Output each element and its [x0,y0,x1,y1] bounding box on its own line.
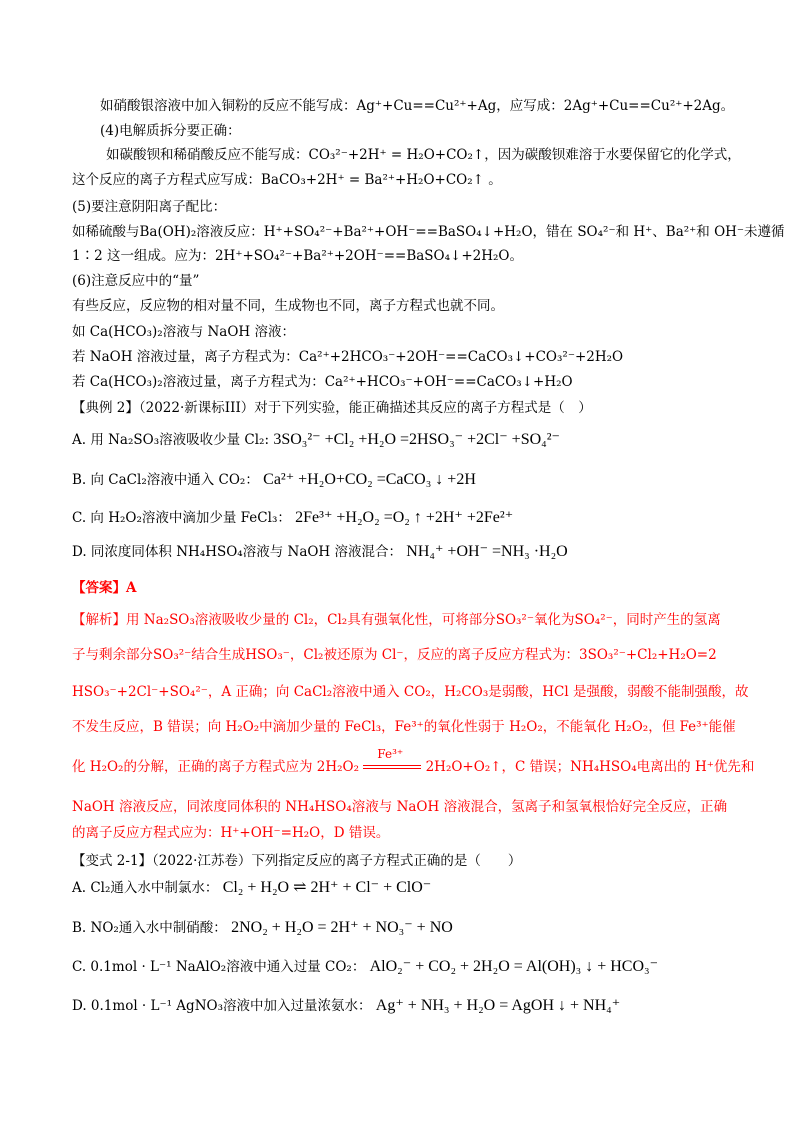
option-d [72,542,732,562]
option-equation: AlO₂⁻ + CO₂ + 2H₂O = Al(OH)₃ ↓ + HCO₃⁻ [369,958,659,975]
variant-option-c [72,957,732,977]
text-line: 这个反应的离子方程式应写成：BaCO₃+2H⁺ = Ba²⁺+H₂O+CO₂↑ 。 [72,172,502,188]
text-line: 1∶2 这一组成。应为：2H⁺+SO₄²⁻+Ba²⁺+2OH⁻==BaSO₄↓+2H₂O。 [72,248,524,264]
catalyst-arrow [363,746,421,778]
option-equation: 2Fe³⁺ +H₂O₂ =O₂ ↑ +2H⁺ +2Fe²⁺ [295,509,514,526]
analysis-line-catalyst [72,746,755,778]
section-heading: (4)电解质拆分要正确： [100,123,241,139]
option-c [72,508,732,528]
analysis-line: NaOH 溶液反应，同浓度同体积的 NH₄HSO₄溶液与 NaOH 溶液混合，氢离子和氢氧根恰好完全反应，正确 [72,799,728,815]
analysis-line: 的离子反应方程式应为：H⁺+OH⁻=H₂O，D 错误。 [72,825,390,841]
option-equation: Ca²⁺ +H₂O+CO₂ =CaCO₃ ↓ +2H [263,471,476,488]
text-line: 若 Ca(HCO₃)₂溶液过量，离子方程式为：Ca²⁺+HCO₃⁻+OH⁻==CaCO₃↓+H₂O [72,374,573,390]
text-line: 有些反应，反应物的相对量不同，生成物也不同，离子方程式也就不同。 [72,298,504,314]
section-heading: (6)注意反应中的“量” [72,273,200,289]
analysis-line: 子与剩余部分SO₃²⁻结合生成HSO₃⁻，Cl₂被还原为 Cl⁻，反应的离子反应方程式为：3SO₃²⁻+Cl₂+H₂O=2 [72,647,717,663]
answer-line: 【答案】A [72,580,137,596]
variant-option-a [72,878,732,898]
text-line: 如硝酸银溶液中加入铜粉的反应不能写成：Ag⁺+Cu==Cu²⁺+Ag，应写成：2Ag⁺+Cu==Cu²⁺+2Ag。 [100,98,735,114]
option-text: B. 向 CaCl₂溶液中通入 CO₂： [72,472,259,488]
option-equation: Ag⁺ + NH₃ + H₂O = AgOH ↓ + NH₄⁺ [375,997,621,1014]
option-text: C. 向 H₂O₂溶液中滴加少量 FeCl₃： [72,510,291,526]
option-text: B. NO₂通入水中制硝酸： [72,920,227,936]
catalyst-label: Fe³⁺ [377,746,404,761]
section-heading: (5)要注意阴阳离子配比： [72,199,227,215]
option-equation: NH₄⁺ +OH⁻ =NH₃ ·H₂O [406,543,568,560]
option-text: C. 0.1mol · L⁻¹ NaAlO₂溶液中通入过量 CO₂： [72,959,366,975]
option-text: D. 0.1mol · L⁻¹ AgNO₃溶液中加入过量浓氨水： [72,998,372,1014]
text-line: 如碳酸钡和稀硝酸反应不能写成：CO₃²⁻+2H⁺ = H₂O+CO₂↑，因为碳酸钡难溶于水要保留它的化学式， [106,147,741,163]
option-b [72,470,732,490]
text-line: 若 NaOH 溶液过量，离子方程式为：Ca²⁺+2HCO₃⁻+2OH⁻==CaCO₃↓+CO₃²⁻+2H₂O [72,349,624,365]
analysis-line: 不发生反应，B 错误；向 H₂O₂中滴加少量的 FeCl₃，Fe³⁺的氧化性弱于 H₂O₂，不能氧化 H₂O₂，但 Fe³⁺能催 [72,719,736,735]
variant-title: 【变式 2-1】（2022·江苏卷）下列指定反应的离子方程式正确的是（ ） [72,853,522,869]
text-line: 如稀硫酸与Ba(OH)₂溶液反应：H⁺+SO₄²⁻+Ba²⁺+OH⁻==BaSO₄↓+H₂O，错在 SO₄²⁻和 H⁺、Ba²⁺和 OH⁻未遵循 [72,224,785,240]
variant-option-b [72,918,732,938]
example-title: 【典例 2】（2022·新课标III）对于下列实验，能正确描述其反应的离子方程式是（ ） [72,400,592,416]
analysis-text: 化 H₂O₂的分解，正确的离子方程式应为 2H₂O₂ [72,759,359,775]
option-a [72,430,732,450]
equals-bar [363,768,421,769]
analysis-line: HSO₃⁻+2Cl⁻+SO₄²⁻，A 正确；向 CaCl₂溶液中通入 CO₂，H₂CO₃是弱酸，HCl 是强酸，弱酸不能制强酸，故 [72,684,749,700]
text-line: 如 Ca(HCO₃)₂溶液与 NaOH 溶液： [72,324,295,340]
equals-bar [363,765,421,766]
option-equation: Cl₂ + H₂O ⇌ 2H⁺ + Cl⁻ + ClO⁻ [222,879,432,896]
option-equation: 2NO₂ + H₂O = 2H⁺ + NO₃⁻ + NO [231,919,453,936]
option-text: D. 同浓度同体积 NH₄HSO₄溶液与 NaOH 溶液混合： [72,544,402,560]
variant-option-d [72,996,732,1016]
option-text: A. 用 Na₂SO₃溶液吸收少量 Cl₂: [72,432,270,448]
analysis-text: 2H₂O+O₂↑，C 错误；NH₄HSO₄电离出的 H⁺优先和 [425,759,755,775]
option-equation: 3SO₃²⁻ +Cl₂ +H₂O =2HSO₃⁻ +2Cl⁻ +SO₄²⁻ [273,431,560,448]
option-text: A. Cl₂通入水中制氯水： [72,880,219,896]
analysis-line: 【解析】用 Na₂SO₃溶液吸收少量的 Cl₂，Cl₂具有强氧化性，可将部分SO₃²⁻氧化为SO₄²⁻，同时产生的氢离 [72,612,721,628]
